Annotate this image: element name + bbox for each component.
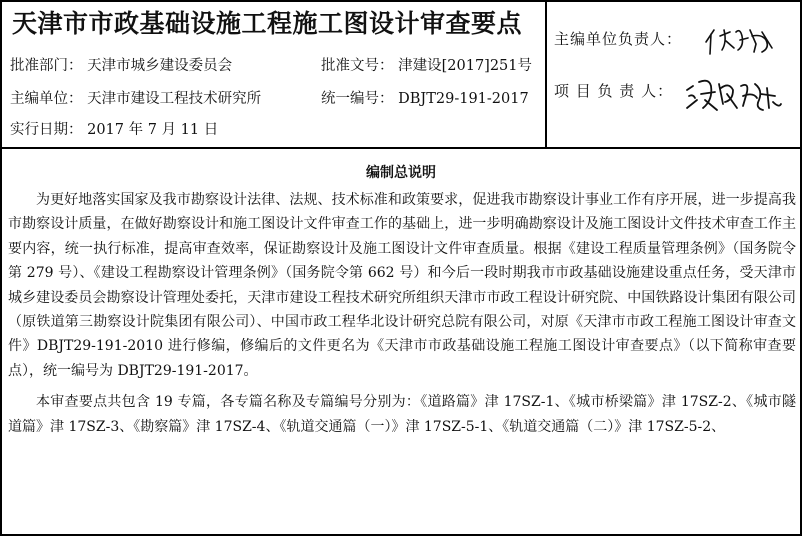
chief-editor-unit: 主编单位： 天津市建设工程技术研究所 bbox=[10, 91, 262, 107]
explanation-body bbox=[8, 188, 796, 439]
section-heading: 编制总说明 bbox=[366, 165, 436, 181]
document-title: 天津市市政基础设施工程施工图设计审查要点 bbox=[12, 9, 523, 38]
approving-department: 批准部门： 天津市城乡建设委员会 bbox=[10, 58, 233, 74]
chief-unit-leader-label: 主编单位负责人： bbox=[554, 30, 683, 48]
header-bottom-rule bbox=[0, 147, 802, 149]
approval-document-number: 批准文号： 津建设[2017]251号 bbox=[321, 58, 532, 74]
paragraph-2: 本审查要点共包含 19 专篇，各专篇名称及专篇编号分别为：《道路篇》津 17SZ-1、《城市桥梁篇》津 17SZ-2、《城市隧道篇》津 17SZ-3、《勘察篇》津 17SZ-4、《轨道交通篇（一）》津 17SZ-5-1、《轨道交通篇（二）》津 17SZ-5-2、 bbox=[8, 394, 796, 435]
unified-number: 统一编号： DBJT29-191-2017 bbox=[321, 91, 529, 107]
project-leader-label: 项 目 负 责 人： bbox=[554, 82, 674, 100]
paragraph-1: 为更好地落实国家及我市勘察设计法律、法规、技术标准和政策要求，促进我市勘察设计事业工作有序开展，进一步提高我市勘察设计质量，在做好勘察设计和施工图设计文件审查工作的基础上，进一步明确勘察设计及施工图设计文件技术审查工作主要内容，统一执行标准，提高审查效率，保证勘察设计及施工图设计文件审查质量。根据《建设工程质量管理条例》（国务院令第 279 号）、《建设工程勘察设计管理条例》（国务院令第 662 号）和今后一段时期我市市政基础设施建设重点任务，受天津市城乡建设委员会勘察设计管理处委托，天津市建设工程技术研究所组织天津市市政工程设计研究院、中国铁路设计集团有限公司（原铁道第三勘察设计院集团有限公司）、中国市政工程华北设计研究总院有限公司，对原《天津市市政工程施工图设计审查文件》DBJT29-191-2010 进行修编，修编后的文件更名为《天津市市政基础设施工程施工图设计审查要点》（以下简称审查要点），统一编号为 DBJT29-191-2017。 bbox=[8, 192, 796, 379]
project-leader-signature bbox=[683, 74, 783, 118]
effective-date: 实行日期： 2017 年 7 月 11 日 bbox=[10, 122, 219, 138]
chief-unit-leader-signature bbox=[700, 22, 780, 58]
header-vertical-divider bbox=[545, 0, 547, 148]
